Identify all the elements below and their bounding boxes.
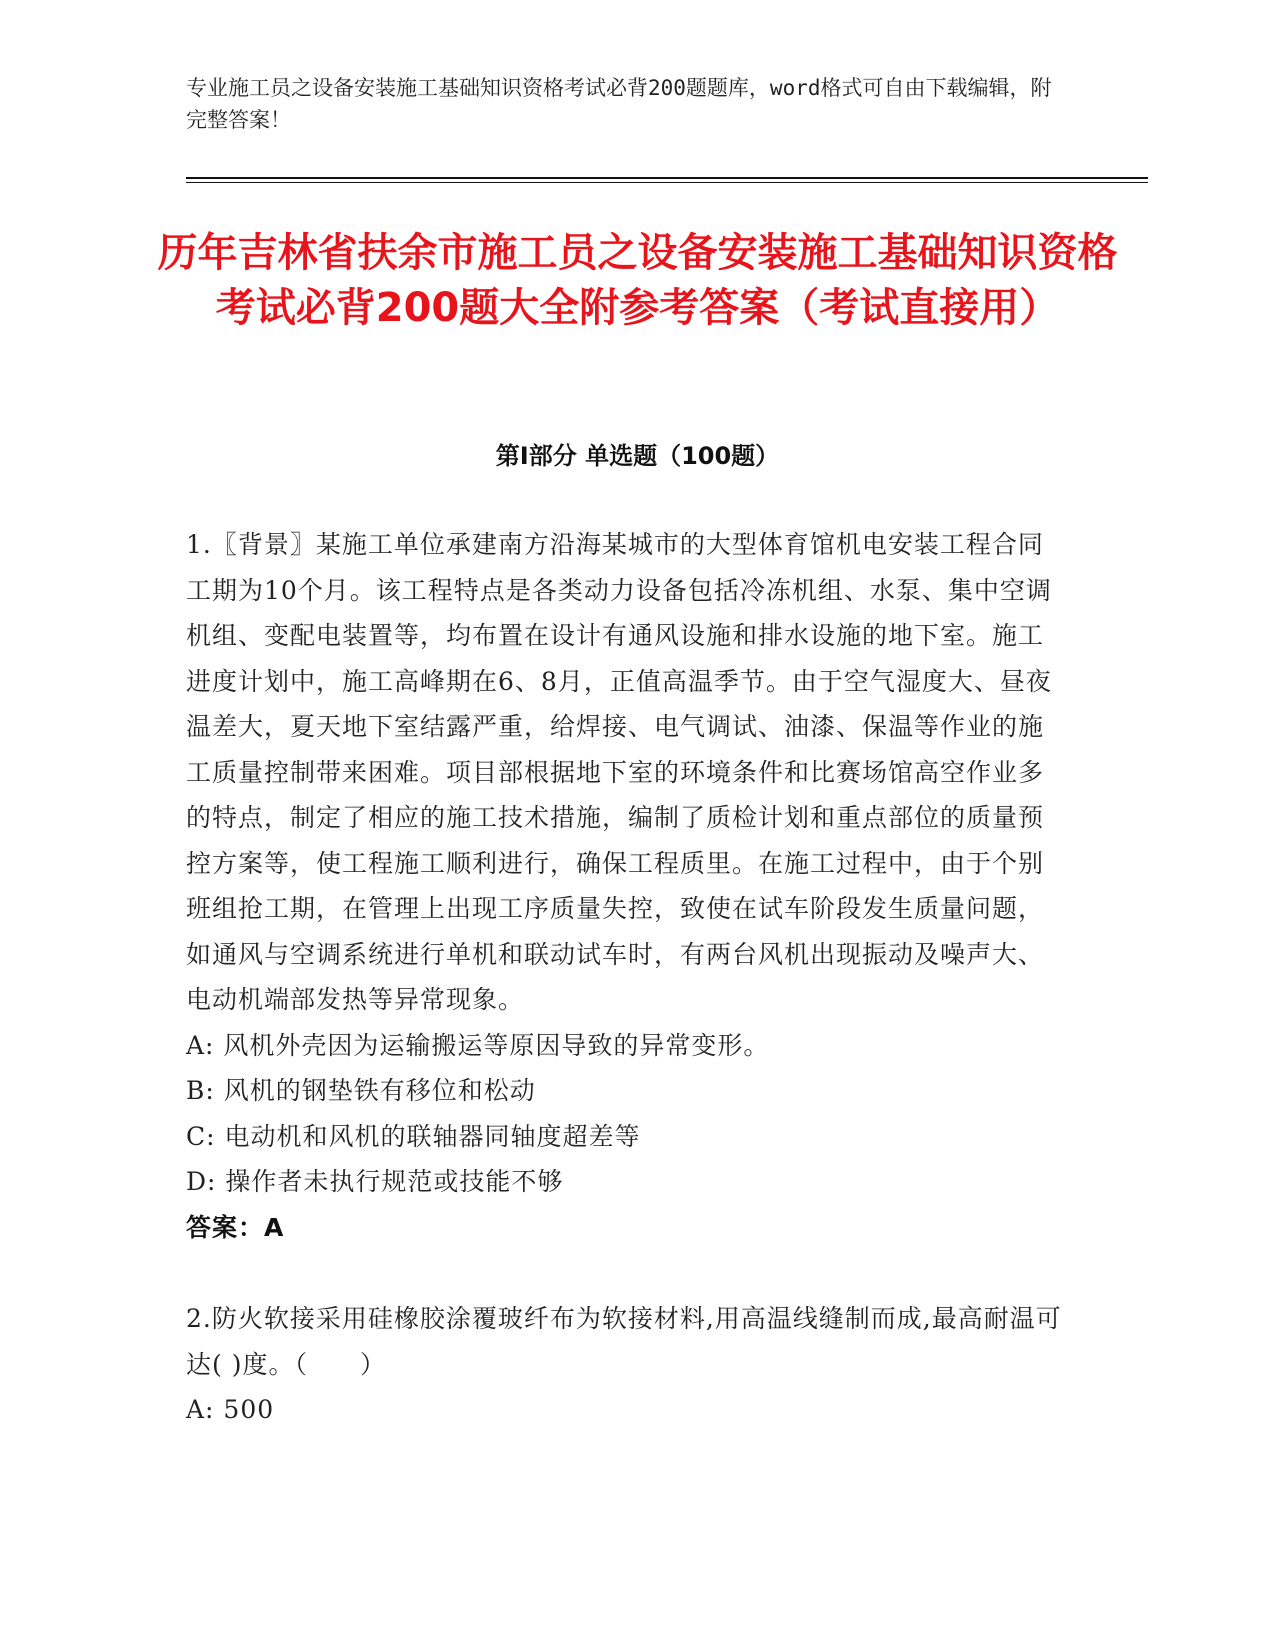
document-title: 历年吉林省扶余市施工员之设备安装施工基础知识资格考试必背200题大全附参考答案（考试直接用） [157,230,1118,331]
question-stem: 2.防火软接采用硅橡胶涂覆玻纤布为软接材料,用高温线缝制而成,最高耐温可达( )度。（ ） [186,1304,1062,1379]
question-option: D: 操作者未执行规范或技能不够 [186,1167,564,1196]
question-option: B: 风机的钢垫铁有移位和松动 [186,1076,536,1105]
section-title: 第I部分 单选题（100题） [495,442,780,470]
question-answer: 答案：A [186,1212,285,1242]
header-divider-thin [186,182,1148,183]
question-option: A: 风机外壳因为运输搬运等原因导致的异常变形。 [186,1030,770,1060]
header-divider-thick [186,177,1148,179]
question-list [186,522,1066,1433]
question-spacer [186,1250,1066,1296]
question-item [186,522,1066,1250]
question-stem: 1.〖背景〗某施工单位承建南方沿海某城市的大型体育馆机电安装工程合同工期为10个月。该工程特点是各类动力设备包括冷冻机组、水泵、集中空调机组、变配电装置等，均布置在设计有通风设施和排水设施的地下室。施工进度计划中，施工高峰期在6、8月，正值高温季节。由于空气湿度大、昼夜温差大，夏天地下室结露严重，给焊接、电气调试、油漆、保温等作业的施工质量控制带来困难。项目部根据地下室的环境条件和比赛场馆高空作业多的特点，制定了相应的施工技术措施，编制了质检计划和重点部位的质量预控方案等，使工程施工顺利进行，确保工程质里。在施工过程中，由于个别班组抢工期，在管理上出现工序质量失控，致使在试车阶段发生质量问题，如通风与空调系统进行单机和联动试车时，有两台风机出现振动及噪声大、电动机端部发热等异常现象。 [186,530,1052,1014]
question-option: C: 电动机和风机的联轴器同轴度超差等 [186,1121,641,1151]
question-option: A: 500 [186,1395,275,1424]
header-note: 专业施工员之设备安装施工基础知识资格考试必背200题题库，word格式可自由下载编辑，附完整答案！ [186,76,1052,132]
question-item [186,1296,1066,1433]
